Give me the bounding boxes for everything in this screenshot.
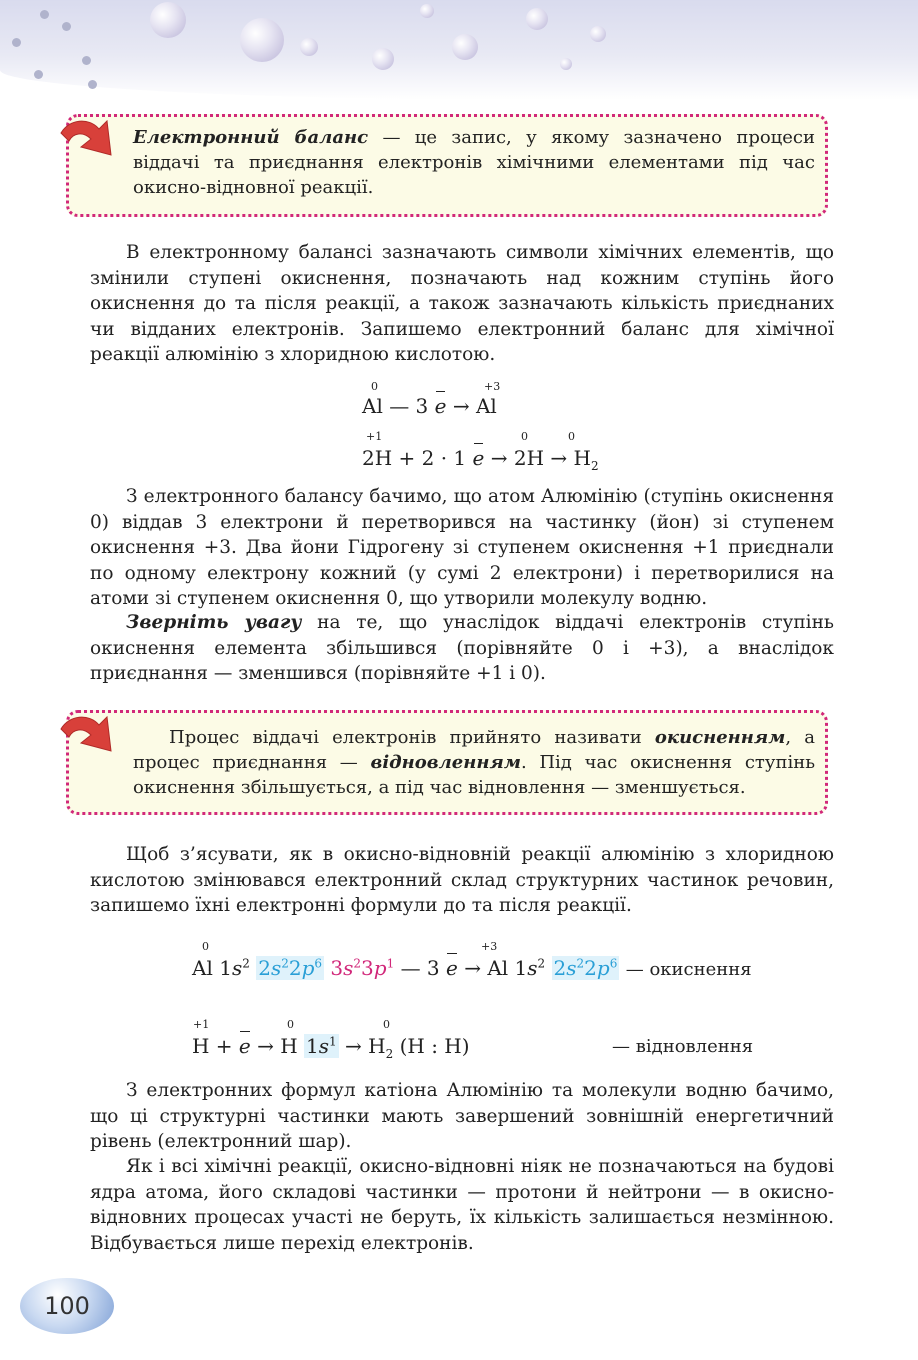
electron-symbol: e (434, 394, 447, 418)
page-number: 100 (20, 1278, 114, 1334)
molecule-dot (40, 10, 49, 19)
paragraph-balance-explanation: З електронного балансу бачимо, що атом Алюмінію (ступінь окиснення 0) віддав 3 електрони й перетворився на частинку (йон) зі ступенем окиснення +3. Два йони Гідрогену зі ступенем окиснення +1 приєднали по одному електрону кожний (у сумі 2 електрони) і перетворилися на атоми зі ступенем окиснення 0, що утворили молекулу водню. (90, 486, 834, 609)
highlight-1s1: $1s^1$ (306, 1034, 337, 1058)
attention-lead: Зверніть увагу (126, 612, 302, 633)
bubble-decoration (372, 48, 394, 70)
definition-box-electronic-balance (66, 114, 828, 217)
oxidation-state: 0 (521, 430, 528, 443)
oxidation-state: 0 (568, 430, 575, 443)
highlight-2s2p: $2s^22p^6$ (553, 956, 618, 980)
equation-hydrogen: 2H + 2 · 1 $e \to 2H \to H_2$ (362, 446, 599, 473)
paragraph-electron-formulas-intro: Щоб з’ясувати, як в окисно-відновній реакції алюмінію з хлоридною кислотою змінювався електронний склад структурних частинок речовин, запишемо їхні електронні формули до та після реакції. (90, 844, 834, 916)
definition-text: — це запис, у якому зазначено процеси віддачі та приєднання електронів хімічними елементами під час окисно-відновної реакції. (133, 127, 815, 198)
molecule-dot (88, 80, 97, 89)
equation-h-electron-configuration: H + e → H $1s^1 \to H_2$ (H : H) (192, 1034, 470, 1061)
bubble-decoration (150, 2, 186, 38)
equation-al-electron-configuration: Al $1s^2$ $2s^22p^6$ $3s^23p^1$ — 3 e → Al $1s^2$ $2s^22p^6$ — окиснення (192, 956, 752, 980)
paragraph-nucleus-note: Як і всі хімічні реакції, окисно-відновні ніяк не позначаються на будові ядра атома, його складові частинки — протони й нейтрони — в окисно-відновних процесах участі не беруть, їх кількість залишається незмінною. Відбувається лише перехід електронів. (90, 1156, 834, 1254)
bubble-decoration (590, 26, 606, 42)
term-electronic-balance: Електронний баланс (133, 127, 369, 148)
equation-aluminium: Al — 3 e → Al (362, 394, 497, 418)
paragraph-intro: В електронному балансі зазначають символи хімічних елементів, що змінили ступені окиснення, позначають над кожним ступінь його окиснення до та після реакції, а також зазначають кількість приєднаних чи відданих електронів. Запишемо електронний баланс для хімічної реакції алюмінію з хлоридною кислотою. (90, 242, 834, 365)
bubble-decoration (526, 8, 548, 30)
oxidation-state: +3 (481, 940, 498, 953)
definition-box-oxidation-reduction: Процес віддачі електронів прийнято називати окисненням, а процес приєднання — відновленням. Під час окиснення ступінь окиснення збільшується, а під час відновлення — зменшується. (66, 710, 828, 815)
curved-arrow-icon (55, 707, 121, 767)
molecule-dot (82, 56, 91, 65)
oxidation-state: +3 (484, 380, 501, 393)
oxidation-state: +1 (193, 1018, 210, 1031)
valence-electrons: $3s^23p^1$ (330, 956, 395, 980)
bubble-decoration (300, 38, 318, 56)
molecule-dot (12, 38, 21, 47)
oxidation-state: 0 (287, 1018, 294, 1031)
bubble-decoration (452, 34, 478, 60)
oxidation-state: 0 (371, 380, 378, 393)
label-reduction: — відновлення (612, 1036, 754, 1057)
electron-symbol: e (472, 446, 485, 470)
oxidation-state: +1 (366, 430, 383, 443)
paragraph-conclusion: З електронних формул катіона Алюмінію та молекули водню бачимо, що ці структурні частинки мають завершений зовнішній енергетичний рівень (електронний шар). (90, 1080, 834, 1152)
electron-symbol: e (238, 1034, 251, 1058)
bubble-decoration (420, 4, 434, 18)
bubble-decoration (560, 58, 572, 70)
molecule-dot (62, 22, 71, 31)
oxidation-state: 0 (202, 940, 209, 953)
term-oxidation: окисненням (654, 727, 786, 748)
curved-arrow-icon (55, 111, 121, 171)
paragraph-attention: Зверніть увагу на те, що унаслідок віддачі електронів ступінь окиснення елемента збільшився (порівняйте 0 і +3), а внаслідок приєднання — зменшився (порівняйте +1 і 0). (90, 612, 834, 684)
bubble-decoration (240, 18, 284, 62)
molecule-dot (34, 70, 43, 79)
highlight-2s2p: $2s^22p^6$ (258, 956, 323, 980)
term-reduction: відновленням (370, 752, 521, 773)
oxidation-state: 0 (383, 1018, 390, 1031)
electron-symbol: e (446, 956, 458, 980)
label-oxidation: — окиснення (625, 959, 752, 980)
